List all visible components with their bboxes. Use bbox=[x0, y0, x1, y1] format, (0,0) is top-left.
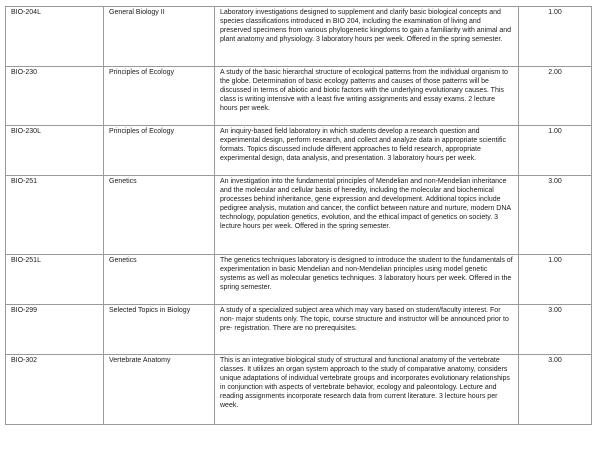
course-title: Selected Topics in Biology bbox=[104, 305, 215, 355]
course-description: Laboratory investigations designed to supplement and clarify basic biological concepts and species classifications introduced in BIO 204, including the examination of living and preserved specimens from various phylogenetic kingdoms to gain a familiarity with animal and plant anatomy and physiology. 3 laboratory hours per week. Offered in the spring semester. bbox=[215, 7, 519, 67]
course-description: This is an integrative biological study of structural and functional anatomy of the vertebrate classes. It utilizes an organ system approach to the study of comparative anatomy, considers unique adaptations of individual vertebrate groups and incorporates evolutionary relationships in conjunction with aspects of vertebrate behavior, ecology and paleontology. Lecture and reading assignments incorporate research data from current literature. 3 lecture hours per week. bbox=[215, 355, 519, 425]
table-row bbox=[6, 67, 592, 126]
course-credits: 3.00 bbox=[519, 355, 592, 425]
course-description: A study of the basic hierarchal structure of ecological patterns from the individual organism to the globe. Determination of basic ecology patterns and causes of those patterns will be discussed in terms of abiotic and biotic factors with the underlying evolutionary causes. This class is writing intensive with a least five writing assignments and essay exams. 2 lecture hours per week. bbox=[215, 67, 519, 126]
course-credits: 3.00 bbox=[519, 305, 592, 355]
course-title: Principles of Ecology bbox=[104, 67, 215, 126]
course-code: BIO-230L bbox=[6, 126, 104, 176]
course-table bbox=[5, 6, 592, 425]
course-code: BIO-230 bbox=[6, 67, 104, 126]
table-row bbox=[6, 255, 592, 305]
course-title: Genetics bbox=[104, 176, 215, 255]
course-credits: 2.00 bbox=[519, 67, 592, 126]
course-code: BIO-299 bbox=[6, 305, 104, 355]
course-description: A study of a specialized subject area which may vary based on student/faculty interest. For non- major students only. The topic, course structure and instructor will be announced prior to pre- registration. There are no prerequisites. bbox=[215, 305, 519, 355]
course-code: BIO-302 bbox=[6, 355, 104, 425]
course-title: Genetics bbox=[104, 255, 215, 305]
course-description: An investigation into the fundamental principles of Mendelian and non-Mendelian inheritance and the molecular and cellular basis of heredity, including the molecular and biochemical processes behind inheritance, gene expression and development. Additional topics include pedigree analysis, mutation and cancer, the conflict between nature and nurture, modern DNA technology, population genetics, evolution, and the ethical impact of genetics on society. 3 lecture hours per week. Offered in the spring semester. bbox=[215, 176, 519, 255]
table-row bbox=[6, 176, 592, 255]
course-title: General Biology II bbox=[104, 7, 215, 67]
table-row bbox=[6, 305, 592, 355]
course-code: BIO-251L bbox=[6, 255, 104, 305]
table-row bbox=[6, 7, 592, 67]
course-credits: 1.00 bbox=[519, 126, 592, 176]
course-credits: 1.00 bbox=[519, 255, 592, 305]
table-row bbox=[6, 126, 592, 176]
course-title: Vertebrate Anatomy bbox=[104, 355, 215, 425]
course-credits: 3.00 bbox=[519, 176, 592, 255]
course-title: Principles of Ecology bbox=[104, 126, 215, 176]
course-code: BIO-204L bbox=[6, 7, 104, 67]
course-description: An inquiry-based field laboratory in which students develop a research question and experimental design, perform research, and collect and analyze data in appropriate scientific formats. Topics discussed include different approaches to field research, appropriate experimental design, data analysis, and presentation. 3 laboratory hours per week. bbox=[215, 126, 519, 176]
course-credits: 1.00 bbox=[519, 7, 592, 67]
course-description: The genetics techniques laboratory is designed to introduce the student to the fundamentals of experimentation in basic Mendelian and non-Mendelian principles using model genetic systems as well as molecular genetics techniques. 3 laboratory hours per week. Offered in the spring semester. bbox=[215, 255, 519, 305]
course-code: BIO-251 bbox=[6, 176, 104, 255]
table-row bbox=[6, 355, 592, 425]
